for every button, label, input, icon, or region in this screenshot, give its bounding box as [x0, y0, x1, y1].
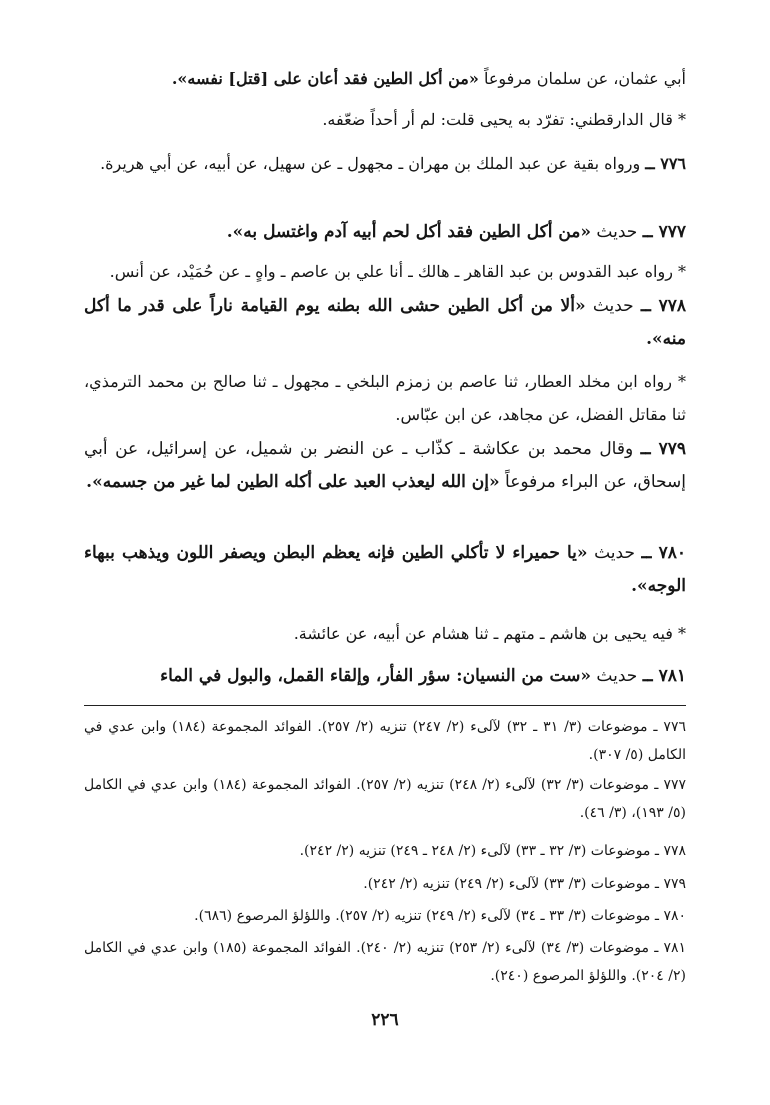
page-number: ٢٢٦ [371, 1010, 399, 1030]
hadith-quote: «ست من النسيان: سؤر الفأر، وإلقاء القمل، والبول في الماء [160, 666, 592, 686]
hadith-entry-780 [84, 537, 686, 603]
entry-number: ٧٧٩ ــ [640, 439, 687, 459]
entry-number: ٧٧٦ ــ [645, 154, 686, 173]
hadith-quote: «من أكل الطين فقد أعان على [قتل] نفسه». [171, 69, 479, 88]
footnote-778: ٧٧٨ ـ موضوعات (٣/ ٣٢ ـ ٣٣) لآلىء (٢/ ٢٤٨ ـ ٢٤٩) تنزيه (٢/ ٢٤٢). [299, 843, 686, 859]
hadith-entry-781 [84, 660, 686, 693]
hadith-quote: «إن الله ليعذب العبد على أكله الطين لما غير من جسمه». [86, 472, 500, 492]
footnote-779: ٧٧٩ ـ موضوعات (٣/ ٣٣) لآلىء (٢/ ٢٤٩) تنزيه (٢/ ٢٤٢). [363, 876, 686, 892]
hadith-entry-779 [84, 433, 686, 499]
hadith-quote: «ألا من أكل الطين حشى الله بطنه يوم القيامة ناراً على قدر ما أكل منه». [84, 296, 686, 349]
narration-chain-778: * رواه ابن مخلد العطار، ثنا عاصم بن زمزم البلخي ـ مجهول ـ ثنا صالح بن محمد الترمذي، ثنا مقاتل الفضل، عن مجاهد، عن ابن عبّاس. [84, 372, 686, 424]
entry-number: ٧٨١ ــ [642, 666, 686, 686]
entry-text: ورواه بقية عن عبد الملك بن مهران ـ مجهول ـ عن سهيل، عن أبيه، عن أبي هريرة. [100, 154, 646, 173]
entry-text: حديث [585, 296, 641, 316]
footnote-781: ٧٨١ ـ موضوعات (٣/ ٣٤) لآلىء (٢/ ٢٥٣) تنزيه (٢/ ٢٤٠). الفوائد المجموعة (١٨٥) وابن عدي في الكامل (٢/ ٢٠٤). واللؤلؤ المرصوع (٢٤٠). [84, 940, 687, 984]
footnote-777: ٧٧٧ ـ موضوعات (٣/ ٣٢) لآلىء (٢/ ٢٤٨) تنزيه (٢/ ٢٥٧). الفوائد المجموعة (١٨٤) وابن عدي في الكامل (٥/ ١٩٣)، (٣/ ٤٦). [84, 777, 687, 821]
narration-chain-780: * فيه يحيى بن هاشم ـ متهم ـ ثنا هشام عن أبيه، عن عائشة. [293, 624, 686, 643]
hadith-quote: «من أكل الطين فقد أكل لحم أبيه آدم واغتسل به». [226, 222, 592, 242]
entry-number: ٧٧٧ ــ [642, 222, 686, 242]
narration-chain-777: * رواه عبد القدوس بن عبد القاهر ـ هالك ـ أنا علي بن عاصم ـ واهٍ ـ عن حُمَيْد، عن أنس. [109, 262, 686, 281]
entry-text: حديث [591, 666, 643, 686]
entry-number: ٧٧٨ ــ [640, 296, 686, 316]
entry-text: حديث [587, 543, 642, 563]
hadith-entry-777 [84, 216, 686, 249]
paragraph-text: أبي عثمان، عن سلمان مرفوعاً [478, 69, 686, 88]
hadith-entry-776 [84, 147, 686, 180]
footnote-separator [84, 705, 686, 706]
commentary-daraqutni: * قال الدارقطني: تفرّد به يحيى قلت: لم أر أحداً ضعّفه. [322, 110, 686, 129]
hadith-quote: «يا حميراء لا تأكلي الطين فإنه يعظم البطن ويصفر اللون ويذهب ببهاء الوجه». [84, 543, 686, 596]
entry-text: وقال محمد بن عكاشة ـ كذّاب ـ عن النضر بن شميل، عن إسرائيل، عن أبي إسحاق، عن البراء مرفوعاً [84, 439, 686, 492]
entry-number: ٧٨٠ ــ [641, 543, 686, 563]
footnote-776: ٧٧٦ ـ موضوعات (٣/ ٣١ ـ ٣٢) لآلىء (٢/ ٢٤٧) تنزيه (٢/ ٢٥٧). الفوائد المجموعة (١٨٤) وابن عدي في الكامل (٥/ ٣٠٧). [84, 719, 686, 763]
footnote-780: ٧٨٠ ـ موضوعات (٣/ ٣٣ ـ ٣٤) لآلىء (٢/ ٢٤٩) تنزيه (٢/ ٢٥٧). واللؤلؤ المرصوع (٦٨٦). [194, 908, 686, 924]
hadith-entry-778 [84, 290, 686, 356]
entry-text: حديث [591, 222, 643, 242]
paragraph-continuation [84, 62, 686, 95]
